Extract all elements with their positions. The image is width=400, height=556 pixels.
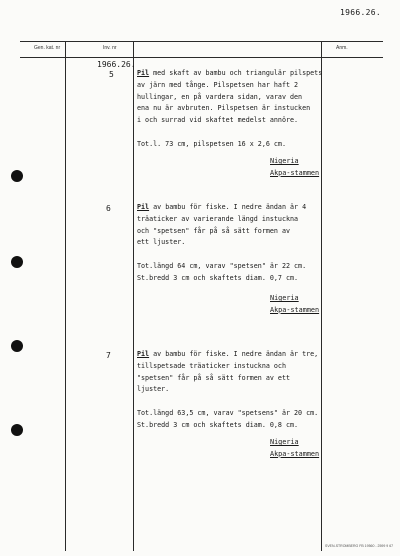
- description-line: ljuster.: [137, 385, 170, 394]
- description-line: träaticker av varierande längd instuckna: [137, 214, 299, 223]
- catalog-reference: 1966.26.: [340, 8, 381, 17]
- inventory-number: 5: [109, 70, 114, 79]
- location-country: Nigeria: [270, 294, 299, 302]
- description-line: Tot.längd 64 cm, varav "spetsen" är 22 cm.: [137, 261, 307, 270]
- entry-year: 1966.26.: [97, 60, 136, 69]
- description-line: av bambu för fiske. I nedre ändan är 4: [149, 203, 307, 211]
- description-line: hullingar, en på vardera sidan, varav den: [137, 92, 303, 101]
- description-line: St.bredd 3 cm och skaftets diam. 0,7 cm.: [137, 273, 299, 282]
- column-divider-gen: [65, 41, 66, 551]
- description-line: tillspetsade träaticker instuckna och: [137, 361, 286, 370]
- entry-location: [270, 293, 319, 316]
- description-line: Tot.l. 73 cm, pilspetsen 16 x 2,6 cm.: [137, 139, 286, 148]
- description-line: med skaft av bambu och triangulär pilspets: [149, 69, 323, 77]
- table-header: [20, 41, 383, 58]
- location-country: Nigeria: [270, 157, 299, 165]
- binder-hole: [11, 170, 23, 182]
- binder-hole: [11, 340, 23, 352]
- entry-keyword: Pil: [137, 69, 150, 77]
- location-people: Akpa-stammen: [270, 168, 320, 177]
- entry-location: [270, 437, 319, 460]
- header-inv-nr: Inv. nr: [103, 45, 117, 51]
- inventory-number: 7: [106, 351, 111, 360]
- entry-description: [137, 202, 306, 285]
- entry-description: [137, 349, 318, 432]
- description-line: av bambu för fiske. I nedre ändan är tre,: [149, 350, 319, 358]
- entry-description: [137, 68, 322, 151]
- description-line: och "spetsen" får på så sätt formen av: [137, 226, 290, 235]
- print-imprint: SVEN-STROMBERG FB 19560 - 2599 9 67: [325, 544, 394, 548]
- location-country: Nigeria: [270, 438, 299, 446]
- description-line: St.bredd 3 cm och skaftets diam. 0,8 cm.: [137, 420, 299, 429]
- entry-location: [270, 156, 319, 179]
- binder-hole: [11, 424, 23, 436]
- header-gen-kat-nr: Gen. kat. nr: [34, 45, 61, 51]
- column-divider-inv: [133, 41, 134, 551]
- description-line: i och surrad vid skaftet medelst annöre.: [137, 116, 299, 125]
- description-line: "spetsen" får på så sätt formen av ett: [137, 373, 290, 382]
- description-line: av järn med tånge. Pilspetsen har haft 2: [137, 80, 299, 89]
- description-line: ett ljuster.: [137, 238, 186, 247]
- location-people: Akpa-stammen: [270, 305, 320, 314]
- description-line: Tot.längd 63,5 cm, varav "spetsens" är 20 cm.: [137, 408, 319, 417]
- binder-hole: [11, 256, 23, 268]
- location-people: Akpa-stammen: [270, 449, 320, 458]
- header-anm: Anm.: [336, 45, 348, 51]
- entry-keyword: Pil: [137, 203, 150, 211]
- description-line: ena nu är avbruten. Pilspetsen är instucken: [137, 104, 311, 113]
- entry-keyword: Pil: [137, 350, 150, 358]
- inventory-number: 6: [106, 204, 111, 213]
